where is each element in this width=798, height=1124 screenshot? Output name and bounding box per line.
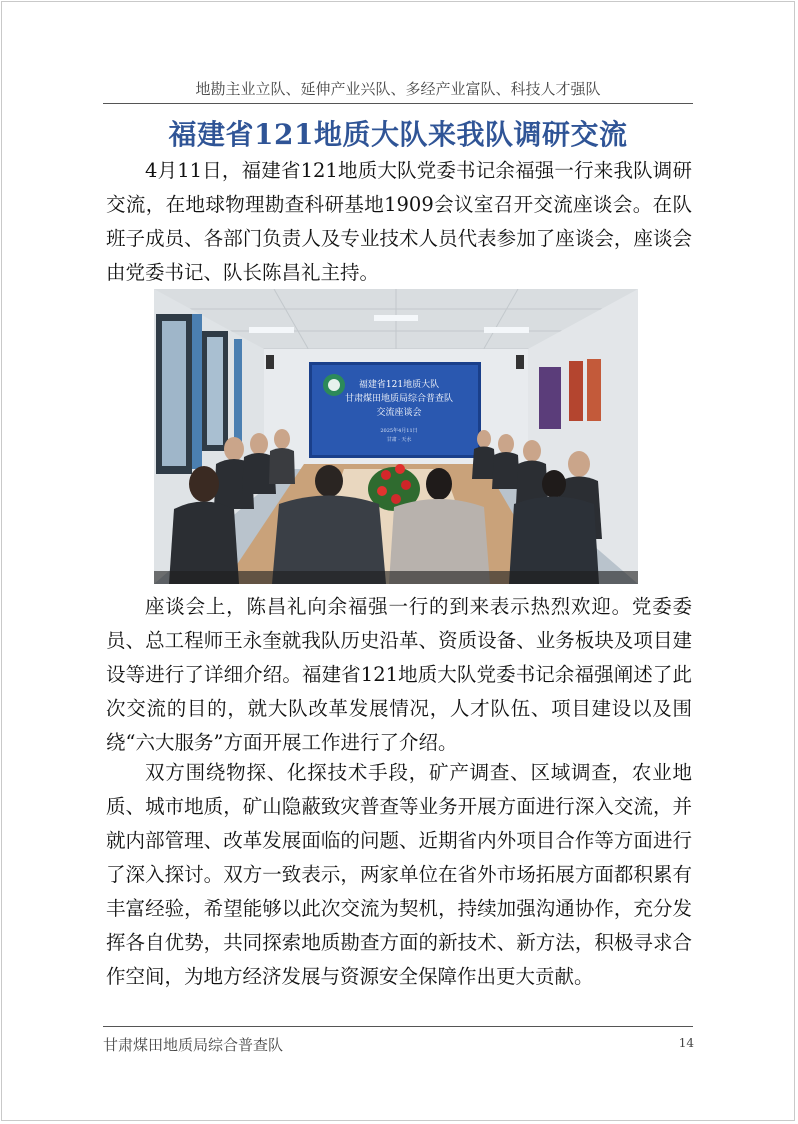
footer-divider [103,1026,693,1027]
screen-line-2: 甘肃煤田地质局综合普查队 [344,394,454,404]
page-number: 14 [678,1036,694,1050]
article-title: 福建省121地质大队来我队调研交流 [168,118,628,151]
article-paragraph-2: 座谈会上，陈昌礼向余福强一行的到来表示热烈欢迎。党委委员、总工程师王永奎就我队历史沿革、资质设备、业务板块及项目建设等进行了详细介绍。福建省121地质大队党委书记余福强阐述了此次交流的目的，就大队改革发展情况，人才队伍、项目建设以及围绕“六大服务”方面开展工作进行了介绍。 [106,595,692,754]
screen-place: 甘肃 · 天水 [386,437,412,443]
article-paragraph-3: 双方围绕物探、化探技术手段，矿产调查、区域调查，农业地质、城市地质，矿山隐蔽致灾普查等业务开展方面进行深入交流，并就内部管理、改革发展面临的问题、近期省内外项目合作等方面进行了深入探讨。双方一致表示，两家单位在省外市场拓展方面都积累有丰富经验，希望能够以此次交流为契机，持续加强沟通协作，充分发挥各自优势，共同探索地质勘查方面的新技术、新方法，积极寻求合作空间，为地方经济发展与资源安全保障作出更大贡献。 [106,761,692,988]
header-divider [103,103,693,104]
article-paragraph-1: 4月11日，福建省121地质大队党委书记余福强一行来我队调研交流，在地球物理勘查科研基地1909会议室召开交流座谈会。在队班子成员、各部门负责人及专业技术人员代表参加了座谈会，座谈会由党委书记、队长陈昌礼主持。 [106,159,692,284]
footer-organization: 甘肃煤田地质局综合普查队 [103,1036,284,1054]
header-slogan: 地勘主业立队、延伸产业兴队、多经产业富队、科技人才强队 [195,80,601,98]
screen-date: 2025年4月11日 [380,428,418,434]
meeting-photo [154,289,638,584]
screen-line-3: 交流座谈会 [376,408,422,418]
screen-line-1: 福建省121地质大队 [358,380,440,390]
